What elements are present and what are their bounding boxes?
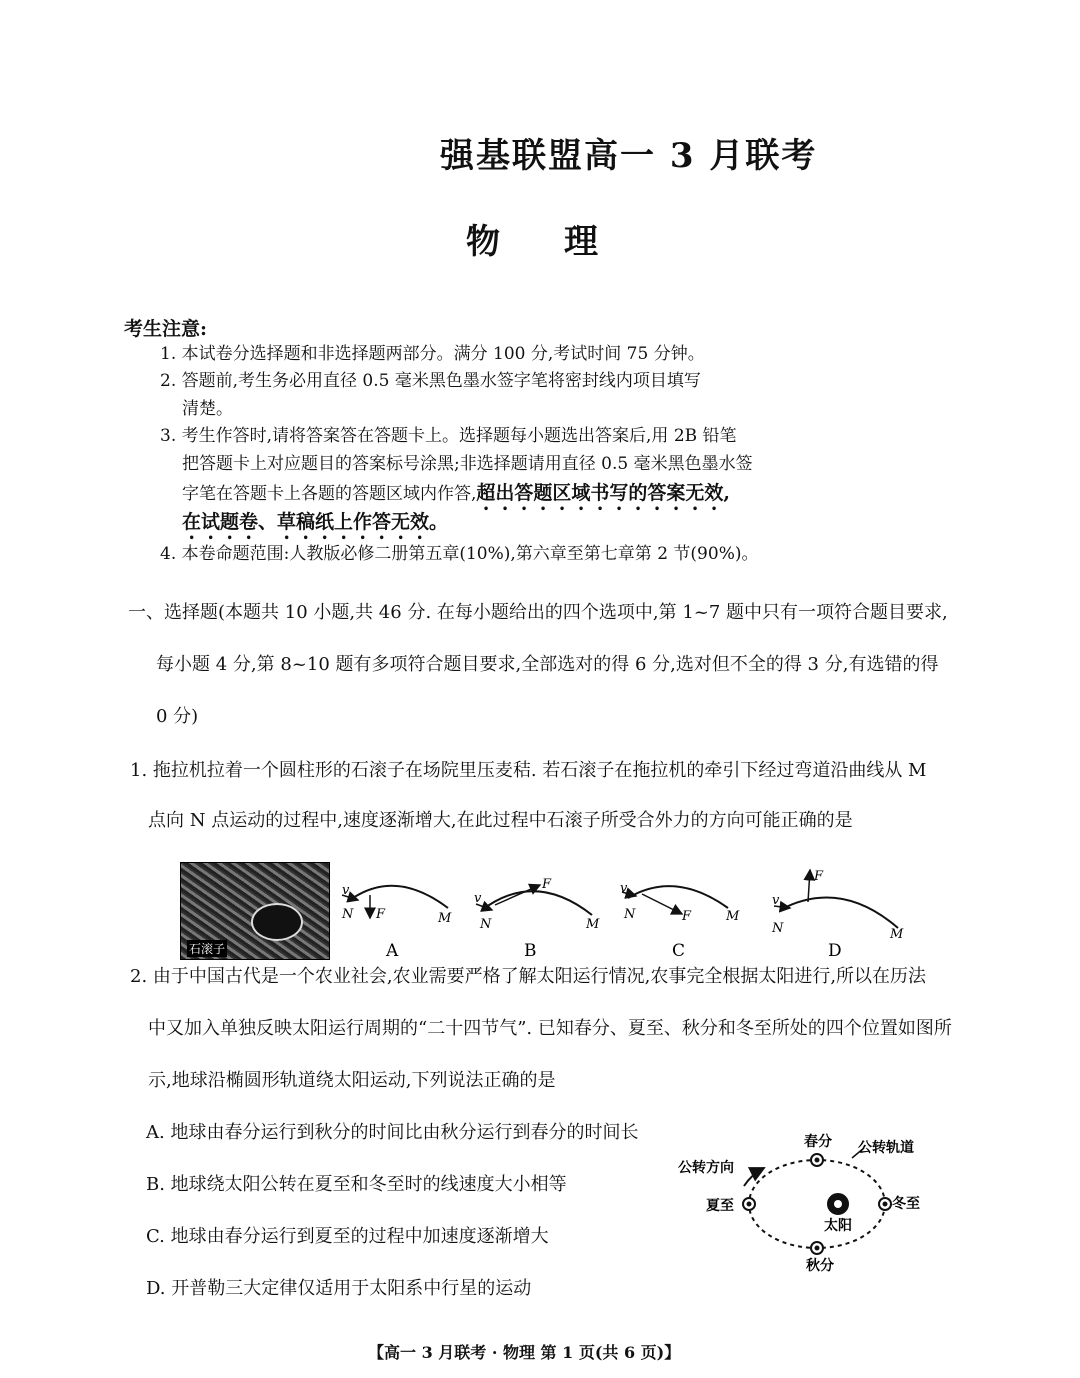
- direction-label: 公转方向: [678, 1160, 734, 1176]
- stone-roller-photo: [180, 862, 330, 960]
- orbit-diagram: [672, 1128, 932, 1278]
- q2-text-line-2: 中又加入单独反映太阳运行周期的“二十四节气”. 已知春分、夏至、秋分和冬至所处的四个位置如图所: [148, 1018, 952, 1039]
- sun-center: [834, 1200, 842, 1208]
- option-b-f-label: F: [542, 877, 552, 892]
- subject-char-2: 理: [564, 222, 598, 262]
- option-a-n-label: N: [342, 907, 354, 922]
- photo-caption: 石滚子: [189, 942, 226, 956]
- option-c-letter: C: [672, 941, 686, 961]
- option-a-diagram: [341, 883, 452, 961]
- option-b-force-arrow: [495, 885, 540, 905]
- option-d-v-label: v: [772, 893, 780, 908]
- notice-line-4: 4. 本卷命题范围:人教版必修二册第五章(10%),第六章至第七章第 2 节(90%)。: [160, 544, 759, 564]
- orbit-ellipse: [749, 1160, 885, 1248]
- winter-label: 冬至: [892, 1196, 920, 1212]
- section-heading-line-3: 0 分): [156, 706, 199, 727]
- option-d-curve: [780, 898, 898, 928]
- q2-text-line-1: 2. 由于中国古代是一个农业社会,农业需要严格了解太阳运行情况,农事完全根据太阳进行,所以在历法: [130, 966, 927, 987]
- notice-line-3d: 在试题卷、草稿纸上作答无效。: [182, 511, 449, 533]
- notice-line-3a: 3. 考生作答时,请将答案答在答题卡上。选择题每小题选出答案后,用 2B 铅笔: [160, 426, 737, 446]
- q2-option-d: D. 开普勒三大定律仅适用于太阳系中行星的运动: [146, 1278, 532, 1299]
- summer-label: 夏至: [706, 1198, 734, 1214]
- option-a-v-label: v: [342, 883, 350, 898]
- notice-line-3b: 把答题卡上对应题目的答案标号涂黑;非选择题请用直径 0.5 毫米黑色墨水签: [182, 454, 753, 474]
- section-heading-line-1: 一、选择题(本题共 10 小题,共 46 分. 在每小题给出的四个选项中,第 1~7 题中只有一项符合题目要求,: [128, 602, 948, 623]
- winter-solstice-dot: [883, 1202, 888, 1207]
- summer-solstice-dot: [747, 1202, 752, 1207]
- sun-label: 太阳: [824, 1218, 852, 1234]
- option-c-force-arrow: [642, 894, 682, 914]
- notice-heading: 考生注意:: [124, 318, 208, 340]
- q1-text-line-1: 1. 拖拉机拉着一个圆柱形的石滚子在场院里压麦秸. 若石滚子在拖拉机的牵引下经过弯道沿曲线从 M: [130, 760, 927, 781]
- option-d-letter: D: [828, 941, 842, 961]
- option-c-m-label: M: [726, 909, 740, 924]
- option-b-n-label: N: [480, 917, 492, 932]
- section-heading-line-2: 每小题 4 分,第 8~10 题有多项符合题目要求,全部选对的得 6 分,选对但不全的得 3 分,有选错的得: [156, 654, 939, 675]
- option-c-diagram: [620, 881, 740, 961]
- q2-option-c: C. 地球由春分运行到夏至的过程中加速度逐渐增大: [146, 1226, 549, 1247]
- notice-line-3c-pre: 字笔在答题卡上各题的答题区域内作答,: [182, 484, 477, 504]
- direction-arrow: [744, 1168, 764, 1186]
- notice-line-1: 1. 本试卷分选择题和非选择题两部分。满分 100 分,考试时间 75 分钟。: [160, 344, 705, 364]
- notice-line-2a: 2. 答题前,考生务必用直径 0.5 毫米黑色墨水签字笔将密封线内项目填写: [160, 371, 701, 391]
- autumn-label: 秋分: [806, 1258, 834, 1274]
- option-b-letter: B: [524, 941, 537, 961]
- option-a-curve: [350, 886, 448, 908]
- q2-text-line-3: 示,地球沿椭圆形轨道绕太阳运动,下列说法正确的是: [148, 1070, 556, 1091]
- option-c-f-label: F: [682, 909, 692, 924]
- q2-option-b: B. 地球绕太阳公转在夏至和冬至时的线速度大小相等: [146, 1174, 567, 1195]
- option-d-m-label: M: [890, 927, 904, 942]
- option-d-diagram: [771, 869, 904, 961]
- option-d-force-arrow: [808, 870, 810, 902]
- option-d-n-label: N: [772, 921, 784, 936]
- stone-roller-shape: [251, 903, 303, 941]
- subject-title: [466, 214, 598, 263]
- option-a-f-label: F: [376, 907, 386, 922]
- q2-option-a: A. 地球由春分运行到秋分的时间比由秋分运行到春分的时间长: [146, 1122, 639, 1143]
- option-a-m-label: M: [438, 911, 452, 926]
- option-d-f-label: F: [814, 869, 824, 884]
- q1-text-line-2: 点向 N 点运动的过程中,速度逐渐增大,在此过程中石滚子所受合外力的方向可能正确的是: [148, 810, 853, 831]
- subject-char-1: 物: [466, 222, 500, 262]
- option-c-curve: [628, 886, 728, 908]
- option-c-n-label: N: [624, 907, 636, 922]
- orbit-label: 公转轨道: [858, 1140, 914, 1156]
- spring-label: 春分: [804, 1134, 832, 1150]
- option-a-letter: A: [386, 941, 399, 961]
- option-b-m-label: M: [586, 917, 600, 932]
- exam-title: 强基联盟高一 3 月联考: [440, 136, 818, 176]
- notice-line-3c-emphasis: 超出答题区域书写的答案无效,: [476, 482, 731, 504]
- q1-force-diagrams: [330, 860, 930, 965]
- spring-equinox-dot: [815, 1158, 820, 1163]
- option-c-v-label: v: [620, 881, 628, 896]
- page-footer: 【高一 3 月联考 · 物理 第 1 页(共 6 页)】: [368, 1343, 681, 1362]
- autumn-equinox-dot: [815, 1246, 820, 1251]
- option-b-v-label: v: [474, 891, 482, 906]
- notice-line-2b: 清楚。: [182, 399, 233, 419]
- option-b-diagram: [474, 877, 600, 961]
